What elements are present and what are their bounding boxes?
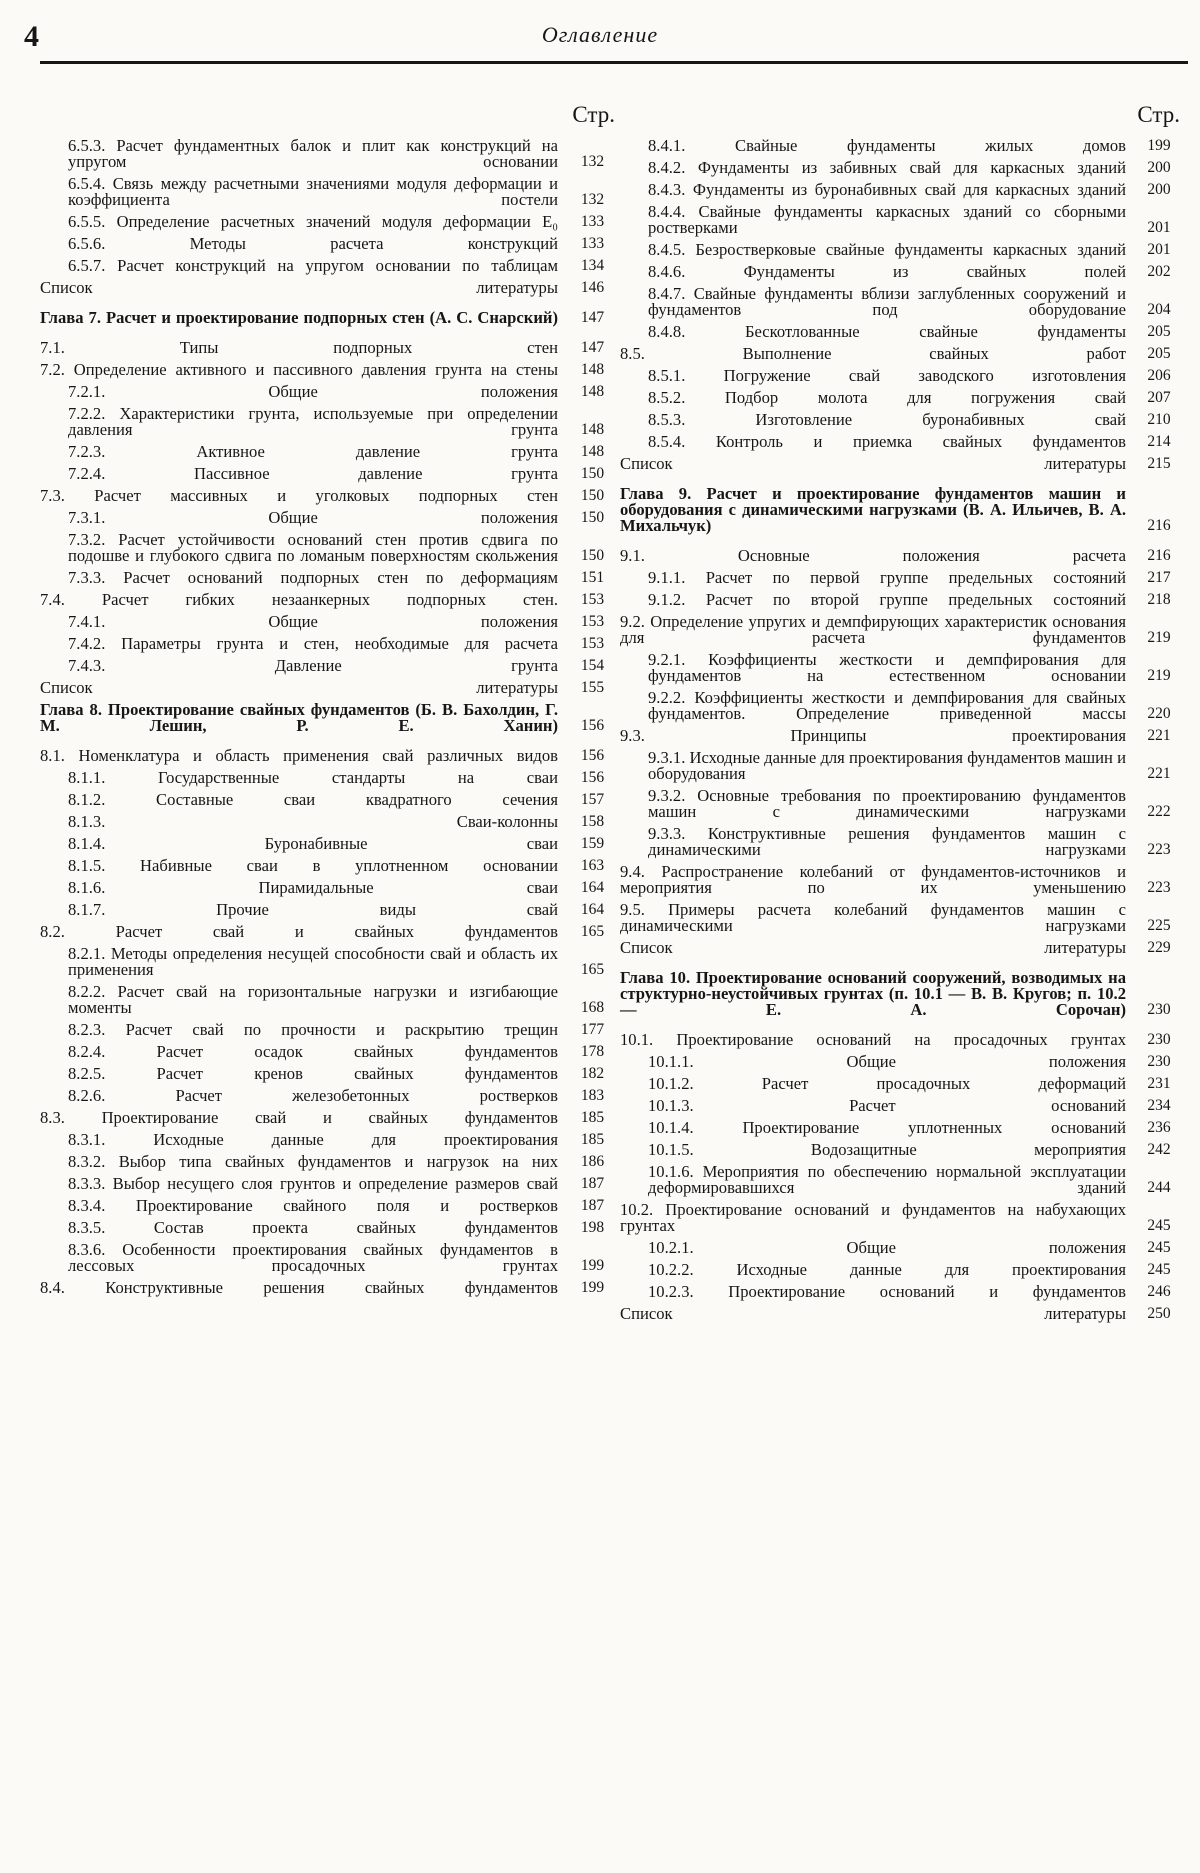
entry-title: 8.4.5. Безростверковые свайные фундаменты каркасных зданий — [648, 240, 1126, 259]
entry-page-number: 223 — [1147, 879, 1171, 896]
entry-page-number: 154 — [580, 657, 605, 674]
entry-title: 6.5.4. Связь между расчетными значениями модуля деформации и коэффициента постели — [68, 174, 558, 209]
entry-page-number: 157 — [580, 791, 605, 808]
entry-page-number: 156 — [580, 717, 605, 734]
entry-page-number: 150 — [580, 465, 605, 482]
entry-title: 10.1.1. Общие положения — [648, 1052, 1126, 1071]
entry-title: 8.5. Выполнение свайных работ — [620, 344, 1126, 363]
entry-title: 9.3.3. Конструктивные решения фундаментов машин с динамическими нагрузками — [648, 824, 1126, 859]
toc-entry — [40, 880, 615, 896]
entry-title: 8.1.5. Набивные сваи в уплотненном основании — [68, 856, 558, 875]
toc-entry — [620, 242, 1180, 258]
entry-title: 7.3.3. Расчет оснований подпорных стен по деформациям — [68, 568, 558, 587]
entry-page-number: 216 — [1147, 547, 1171, 564]
chapter-heading — [620, 486, 1180, 534]
toc-entry — [620, 264, 1180, 280]
entry-title: 8.1.6. Пирамидальные сваи — [68, 878, 558, 897]
entry-page-number: 245 — [1147, 1217, 1171, 1234]
entry-page-number: 220 — [1147, 705, 1171, 722]
toc-entry — [620, 690, 1180, 722]
toc-entry — [40, 984, 615, 1016]
entry-page-number: 147 — [580, 309, 605, 326]
toc-entry — [620, 434, 1180, 450]
entry-title: 8.5.1. Погружение свай заводского изготовления — [648, 366, 1126, 385]
toc-entry — [620, 788, 1180, 820]
entry-title: Глава 9. Расчет и проектирование фундаментов машин и оборудования с динамическими нагрузками (В. А. Ильичев, В. А. Михальчук) — [620, 484, 1126, 535]
toc-entry — [620, 592, 1180, 608]
entry-page-number: 218 — [1147, 591, 1171, 608]
toc-entry — [620, 368, 1180, 384]
entry-page-number: 156 — [580, 769, 605, 786]
entry-title: 9.4. Распространение колебаний от фундаментов-источников и мероприятия по их уменьшению — [620, 862, 1126, 897]
entry-page-number: 148 — [580, 383, 605, 400]
entry-title: 8.4.8. Бескотлованные свайные фундаменты — [648, 322, 1126, 341]
toc-entry — [40, 466, 615, 482]
entry-page-number: 210 — [1147, 411, 1171, 428]
entry-title: 9.1.1. Расчет по первой группе предельных состояний — [648, 568, 1126, 587]
toc-entry — [620, 728, 1180, 744]
entry-title: 8.4.4. Свайные фундаменты каркасных зданий со сборными ростверками — [648, 202, 1126, 237]
toc-entry — [40, 340, 615, 356]
toc-entry — [40, 1110, 615, 1126]
toc-entry — [40, 902, 615, 918]
entry-title: 8.3.1. Исходные данные для проектирования — [68, 1130, 558, 1149]
entry-title: 8.2.4. Расчет осадок свайных фундаментов — [68, 1042, 558, 1061]
toc-entry — [40, 1242, 615, 1274]
toc-entry — [620, 652, 1180, 684]
entry-page-number: 164 — [580, 901, 605, 918]
entry-title: 8.4.1. Свайные фундаменты жилых домов — [648, 136, 1126, 155]
entry-page-number: 155 — [580, 679, 605, 696]
entry-page-number: 165 — [580, 961, 605, 978]
toc-entry — [40, 258, 615, 274]
entry-page-number: 250 — [1147, 1305, 1171, 1322]
toc-entry — [620, 864, 1180, 896]
entry-page-number: 132 — [580, 153, 605, 170]
entry-page-number: 230 — [1147, 1053, 1171, 1070]
toc-entry — [40, 1280, 615, 1296]
entry-page-number: 225 — [1147, 917, 1171, 934]
entry-title: 7.3. Расчет массивных и уголковых подпорных стен — [40, 486, 558, 505]
toc-entry — [620, 324, 1180, 340]
toc-entry — [620, 614, 1180, 646]
entry-title: 8.3.3. Выбор несущего слоя грунтов и определение размеров свай — [68, 1174, 558, 1193]
entry-title: 6.5.5. Определение расчетных значений модуля деформации E₀ — [68, 212, 558, 231]
entry-page-number: 205 — [1147, 345, 1171, 362]
entry-title: 9.1. Основные положения расчета — [620, 546, 1126, 565]
toc-entry — [40, 1066, 615, 1082]
entry-page-number: 246 — [1147, 1283, 1171, 1300]
toc-entry — [620, 1164, 1180, 1196]
entry-title: 9.2. Определение упругих и демпфирующих характеристик основания для расчета фундаментов — [620, 612, 1126, 647]
entry-title: 7.4.1. Общие положения — [68, 612, 558, 631]
column-header — [620, 102, 1180, 138]
entry-page-number: 133 — [580, 213, 605, 230]
entry-title: 8.5.3. Изготовление буронабивных свай — [648, 410, 1126, 429]
toc-entry — [40, 658, 615, 674]
entry-title: 7.4. Расчет гибких незаанкерных подпорных стен. — [40, 590, 558, 609]
toc-entry — [620, 1076, 1180, 1092]
toc-entry — [40, 836, 615, 852]
toc-entry — [40, 444, 615, 460]
toc-entry — [40, 1176, 615, 1192]
toc-entry — [40, 176, 615, 208]
toc-entry — [40, 384, 615, 400]
toc-entry — [620, 456, 1180, 472]
toc-entry — [620, 570, 1180, 586]
entry-title: Список литературы — [620, 454, 1126, 473]
chapter-heading — [40, 702, 615, 734]
entry-title: 9.2.2. Коэффициенты жесткости и демпфирования для свайных фундаментов. Определение приведенной массы — [648, 688, 1126, 723]
entry-title: 8.2.2. Расчет свай на горизонтальные нагрузки и изгибающие моменты — [68, 982, 558, 1017]
entry-page-number: 163 — [580, 857, 605, 874]
entry-page-number: 178 — [580, 1043, 605, 1060]
running-head: Оглавление — [541, 22, 659, 47]
toc-list-right — [620, 138, 1180, 1322]
entry-title: Список литературы — [40, 678, 558, 697]
toc-entry — [620, 204, 1180, 236]
entry-page-number: 158 — [580, 813, 605, 830]
entry-page-number: 202 — [1147, 263, 1171, 280]
toc-entry — [40, 1044, 615, 1060]
entry-page-number: 207 — [1147, 389, 1171, 406]
entry-title: 6.5.7. Расчет конструкций на упругом основании по таблицам — [68, 256, 558, 275]
page-column-label: Стр. — [572, 102, 615, 127]
entry-page-number: 183 — [580, 1087, 605, 1104]
entry-page-number: 146 — [580, 279, 605, 296]
entry-page-number: 245 — [1147, 1239, 1171, 1256]
toc-entry — [620, 1032, 1180, 1048]
toc-entry — [40, 214, 615, 230]
toc-entry — [40, 510, 615, 526]
entry-title: Глава 8. Проектирование свайных фундаментов (Б. В. Бахолдин, Г. М. Лешин, Р. Е. Ханин) — [40, 700, 558, 735]
entry-page-number: 153 — [580, 635, 605, 652]
toc-entry — [620, 346, 1180, 362]
toc-entry — [620, 1262, 1180, 1278]
entry-page-number: 217 — [1147, 569, 1171, 586]
toc-entry — [40, 614, 615, 630]
entry-page-number: 200 — [1147, 159, 1171, 176]
entry-page-number: 150 — [580, 509, 605, 526]
header-rule — [40, 61, 1188, 64]
entry-page-number: 156 — [580, 747, 605, 764]
entry-title: 8.3. Проектирование свай и свайных фундаментов — [40, 1108, 558, 1127]
toc-entry — [620, 160, 1180, 176]
toc-entry — [620, 1142, 1180, 1158]
toc-entry — [40, 406, 615, 438]
toc-entry — [40, 138, 615, 170]
toc-entry — [40, 1198, 615, 1214]
entry-page-number: 187 — [580, 1175, 605, 1192]
entry-title: 7.3.1. Общие положения — [68, 508, 558, 527]
toc-list-left — [40, 138, 615, 1296]
entry-title: 7.2.4. Пассивное давление грунта — [68, 464, 558, 483]
entry-title: 8.2.1. Методы определения несущей способности свай и область их применения — [68, 944, 558, 979]
entry-title: 10.1.6. Мероприятия по обеспечению нормальной эксплуатации деформировавшихся зданий — [648, 1162, 1126, 1197]
toc-entry — [620, 1240, 1180, 1256]
toc-entry — [620, 286, 1180, 318]
entry-title: 7.2.2. Характеристики грунта, используемые при определении давления грунта — [68, 404, 558, 439]
entry-title: Глава 7. Расчет и проектирование подпорных стен (А. С. Снарский) — [40, 308, 558, 327]
entry-page-number: 148 — [580, 361, 605, 378]
entry-title: 8.3.6. Особенности проектирования свайных фундаментов в лессовых просадочных грунтах — [68, 1240, 558, 1275]
entry-page-number: 200 — [1147, 181, 1171, 198]
toc-entry — [40, 1220, 615, 1236]
entry-page-number: 134 — [580, 257, 605, 274]
entry-title: 10.2.1. Общие положения — [648, 1238, 1126, 1257]
entry-title: 9.1.2. Расчет по второй группе предельных состояний — [648, 590, 1126, 609]
entry-page-number: 236 — [1147, 1119, 1171, 1136]
entry-title: 8.3.4. Проектирование свайного поля и ростверков — [68, 1196, 558, 1215]
entry-title: 8.2. Расчет свай и свайных фундаментов — [40, 922, 558, 941]
toc-entry — [40, 636, 615, 652]
entry-page-number: 147 — [580, 339, 605, 356]
entry-page-number: 221 — [1147, 765, 1171, 782]
entry-page-number: 133 — [580, 235, 605, 252]
toc-entry — [620, 1098, 1180, 1114]
toc-entry — [620, 940, 1180, 956]
entry-page-number: 185 — [580, 1109, 605, 1126]
entry-title: 7.4.2. Параметры грунта и стен, необходимые для расчета — [68, 634, 558, 653]
entry-page-number: 242 — [1147, 1141, 1171, 1158]
toc-entry — [620, 1202, 1180, 1234]
entry-page-number: 215 — [1147, 455, 1171, 472]
toc-entry — [40, 280, 615, 296]
entry-title: 6.5.3. Расчет фундаментных балок и плит как конструкций на упругом основании — [68, 136, 558, 171]
entry-page-number: 201 — [1147, 241, 1171, 258]
entry-page-number: 159 — [580, 835, 605, 852]
entry-title: Список литературы — [620, 938, 1126, 957]
entry-title: 8.4.6. Фундаменты из свайных полей — [648, 262, 1126, 281]
toc-entry — [620, 1054, 1180, 1070]
entry-title: 7.2.1. Общие положения — [68, 382, 558, 401]
entry-title: 8.1.7. Прочие виды свай — [68, 900, 558, 919]
entry-page-number: 151 — [580, 569, 605, 586]
entry-page-number: 168 — [580, 999, 605, 1016]
entry-page-number: 165 — [580, 923, 605, 940]
entry-page-number: 177 — [580, 1021, 605, 1038]
entry-title: Список литературы — [40, 278, 558, 297]
entry-page-number: 244 — [1147, 1179, 1171, 1196]
entry-page-number: 201 — [1147, 219, 1171, 236]
toc-entry — [40, 946, 615, 978]
toc-entry — [620, 1306, 1180, 1322]
page-column-label: Стр. — [1137, 102, 1180, 127]
entry-title: 10.1.3. Расчет оснований — [648, 1096, 1126, 1115]
entry-page-number: 214 — [1147, 433, 1171, 450]
toc-entry — [620, 182, 1180, 198]
entry-page-number: 230 — [1147, 1001, 1171, 1018]
toc-entry — [40, 680, 615, 696]
entry-title: Глава 10. Проектирование оснований сооружений, возводимых на структурно-неустойчивых грунтах (п. 10.1 — В. В. Кругов; п. 10.2— Е. А. Сорочан) — [620, 968, 1126, 1019]
entry-page-number: 216 — [1147, 517, 1171, 534]
chapter-heading — [620, 970, 1180, 1018]
entry-page-number: 230 — [1147, 1031, 1171, 1048]
entry-title: 10.1. Проектирование оснований на просадочных грунтах — [620, 1030, 1126, 1049]
entry-title: 8.3.5. Состав проекта свайных фундаментов — [68, 1218, 558, 1237]
entry-title: 8.1.3. Сваи-колонны — [68, 812, 558, 831]
toc-entry — [40, 1132, 615, 1148]
page-number: 4 — [24, 20, 39, 53]
entry-title: 8.4. Конструктивные решения свайных фундаментов — [40, 1278, 558, 1297]
entry-title: 8.2.6. Расчет железобетонных ростверков — [68, 1086, 558, 1105]
toc-entry — [620, 902, 1180, 934]
entry-title: 8.5.2. Подбор молота для погружения свай — [648, 388, 1126, 407]
toc-entry — [40, 924, 615, 940]
toc-entry — [40, 814, 615, 830]
entry-page-number: 198 — [580, 1219, 605, 1236]
entry-page-number: 185 — [580, 1131, 605, 1148]
entry-page-number: 231 — [1147, 1075, 1171, 1092]
entry-title: 8.2.5. Расчет кренов свайных фундаментов — [68, 1064, 558, 1083]
entry-title: 8.3.2. Выбор типа свайных фундаментов и нагрузок на них — [68, 1152, 558, 1171]
entry-title: 10.1.4. Проектирование уплотненных оснований — [648, 1118, 1126, 1137]
toc-entry — [40, 570, 615, 586]
entry-page-number: 199 — [1147, 137, 1171, 154]
entry-title: 10.1.5. Водозащитные мероприятия — [648, 1140, 1126, 1159]
entry-page-number: 199 — [580, 1279, 605, 1296]
entry-page-number: 132 — [580, 191, 605, 208]
entry-title: 8.5.4. Контроль и приемка свайных фундаментов — [648, 432, 1126, 451]
chapter-heading — [40, 310, 615, 326]
toc-entry — [40, 1088, 615, 1104]
entry-title: 8.1.4. Буронабивные сваи — [68, 834, 558, 853]
entry-page-number: 150 — [580, 487, 605, 504]
toc-entry — [40, 532, 615, 564]
entry-title: 9.3. Принципы проектирования — [620, 726, 1126, 745]
entry-page-number: 186 — [580, 1153, 605, 1170]
toc-entry — [40, 858, 615, 874]
entry-page-number: 187 — [580, 1197, 605, 1214]
entry-page-number: 182 — [580, 1065, 605, 1082]
toc-entry — [40, 748, 615, 764]
toc-column-left — [40, 102, 615, 1296]
entry-page-number: 153 — [580, 613, 605, 630]
entry-title: 9.3.1. Исходные данные для проектирования фундаментов машин и оборудования — [648, 748, 1126, 783]
entry-page-number: 164 — [580, 879, 605, 896]
entry-title: 7.3.2. Расчет устойчивости оснований стен против сдвига по подошве и глубокого сдвига по ломаным поверхностям скольжения — [68, 530, 558, 565]
toc-entry — [40, 792, 615, 808]
toc-entry — [620, 826, 1180, 858]
entry-title: 8.4.2. Фундаменты из забивных свай для каркасных зданий — [648, 158, 1126, 177]
entry-page-number: 205 — [1147, 323, 1171, 340]
toc-entry — [40, 1022, 615, 1038]
column-header — [40, 102, 615, 138]
entry-page-number: 150 — [580, 547, 605, 564]
toc-entry — [620, 390, 1180, 406]
entry-page-number: 229 — [1147, 939, 1171, 956]
entry-title: 7.2.3. Активное давление грунта — [68, 442, 558, 461]
toc-entry — [40, 592, 615, 608]
entry-title: 10.2.3. Проектирование оснований и фундаментов — [648, 1282, 1126, 1301]
entry-title: 9.5. Примеры расчета колебаний фундаментов машин с динамическими нагрузками — [620, 900, 1126, 935]
entry-title: 6.5.6. Методы расчета конструкций — [68, 234, 558, 253]
toc-entry — [620, 138, 1180, 154]
entry-title: 8.4.7. Свайные фундаменты вблизи заглубленных сооружений и фундаментов под оборудование — [648, 284, 1126, 319]
entry-title: 7.2. Определение активного и пассивного давления грунта на стены — [40, 360, 558, 379]
toc-entry — [40, 770, 615, 786]
toc-entry — [40, 362, 615, 378]
entry-title: 10.2.2. Исходные данные для проектирования — [648, 1260, 1126, 1279]
entry-page-number: 219 — [1147, 629, 1171, 646]
entry-page-number: 204 — [1147, 301, 1171, 318]
entry-title: 8.1.1. Государственные стандарты на сваи — [68, 768, 558, 787]
entry-page-number: 234 — [1147, 1097, 1171, 1114]
toc-entry — [40, 236, 615, 252]
entry-title: 10.2. Проектирование оснований и фундаментов на набухающих грунтах — [620, 1200, 1126, 1235]
entry-title: 8.4.3. Фундаменты из буронабивных свай для каркасных зданий — [648, 180, 1126, 199]
entry-page-number: 223 — [1147, 841, 1171, 858]
entry-title: 9.3.2. Основные требования по проектированию фундаментов машин с динамическими нагрузками — [648, 786, 1126, 821]
entry-page-number: 245 — [1147, 1261, 1171, 1278]
entry-title: 9.2.1. Коэффициенты жесткости и демпфирования для фундаментов на естественном основании — [648, 650, 1126, 685]
entry-title: 7.4.3. Давление грунта — [68, 656, 558, 675]
toc-entry — [40, 1154, 615, 1170]
entry-title: 8.1.2. Составные сваи квадратного сечения — [68, 790, 558, 809]
toc-entry — [620, 1284, 1180, 1300]
entry-page-number: 148 — [580, 421, 605, 438]
entry-title: Список литературы — [620, 1304, 1126, 1323]
toc-entry — [620, 412, 1180, 428]
entry-title: 10.1.2. Расчет просадочных деформаций — [648, 1074, 1126, 1093]
entry-page-number: 206 — [1147, 367, 1171, 384]
toc-entry — [620, 1120, 1180, 1136]
entry-page-number: 222 — [1147, 803, 1171, 820]
entry-page-number: 219 — [1147, 667, 1171, 684]
entry-page-number: 221 — [1147, 727, 1171, 744]
entry-page-number: 199 — [580, 1257, 605, 1274]
entry-title: 8.1. Номенклатура и область применения свай различных видов — [40, 746, 558, 765]
entry-page-number: 153 — [580, 591, 605, 608]
toc-entry — [620, 750, 1180, 782]
entry-title: 7.1. Типы подпорных стен — [40, 338, 558, 357]
entry-page-number: 148 — [580, 443, 605, 460]
toc-entry — [40, 488, 615, 504]
entry-title: 8.2.3. Расчет свай по прочности и раскрытию трещин — [68, 1020, 558, 1039]
toc-entry — [620, 548, 1180, 564]
toc-column-right — [620, 102, 1180, 1322]
